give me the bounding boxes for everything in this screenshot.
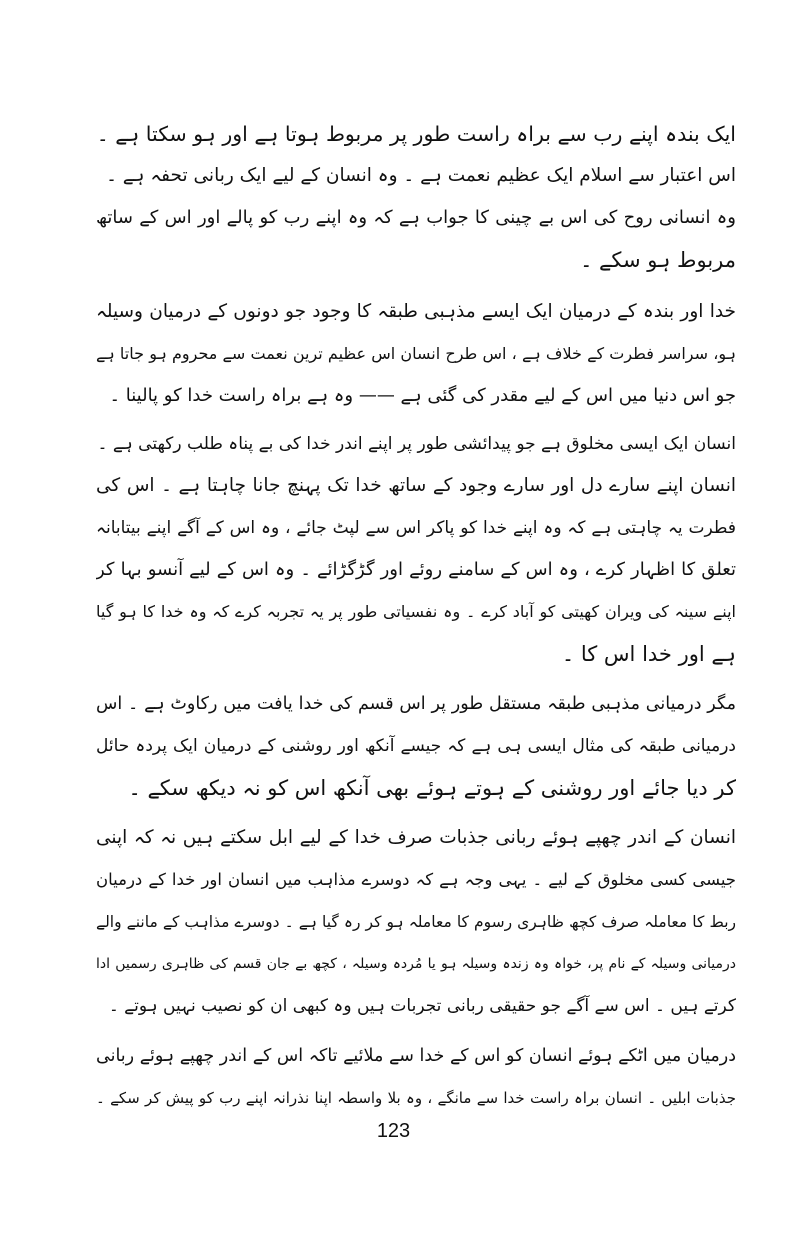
text-line: انسان ایک ایسی مخلوق ہے جو پیدائشی طور پر اپنے اندر خدا کی بے پناہ طلب رکھتی ہے ۔ (97, 434, 736, 454)
text-line: انسان کے اندر چھپے ہوئے ربانی جذبات صرف خدا کے لیے ابل سکتے ہیں نہ کہ اپنی (96, 827, 736, 848)
text-line: کرتے ہیں ۔ اس سے آگے جو حقیقی ربانی تجربات ہیں وہ کبھی ان کو نصیب نہیں ہوتے ۔ (108, 996, 736, 1016)
text-line: کر دیا جائے اور روشنی کے ہوتے ہوئے بھی آنکھ اس کو نہ دیکھ سکے ۔ (128, 776, 736, 800)
book-page (96, 118, 736, 1148)
text-line: انسان اپنے سارے دل اور سارے وجود کے ساتھ خدا تک پہنچ جانا چاہتا ہے ۔ اس کی (96, 475, 736, 496)
text-line: ایک بندہ اپنے رب سے براہ راست طور پر مربوط ہوتا ہے اور ہو سکتا ہے ۔ (96, 122, 736, 146)
text-line: درمیانی وسیلہ کے نام پر، خواہ وہ زندہ وسیلہ ہو یا مُردہ وسیلہ ، کچھ بے جان قسم کی ظاہری رسمیں ادا (96, 956, 736, 972)
text-line: ہے اور خدا اس کا ۔ (561, 642, 736, 666)
text-line: فطرت یہ چاہتی ہے کہ وہ اپنے خدا کو پاکر اس سے لپٹ جائے ، وہ اس کے آگے اپنے بیتابانہ (96, 518, 736, 538)
text-line: درمیان میں اٹکے ہوئے انسان کو اس کے خدا سے ملائیے تاکہ اس کے اندر چھپے ہوئے ربانی (96, 1046, 736, 1066)
text-line: درمیانی طبقہ کی مثال ایسی ہی ہے کہ جیسے آنکھ اور روشنی کے درمیان ایک پردہ حائل (96, 736, 736, 756)
text-line: مگر درمیانی مذہبی طبقہ مستقل طور پر اس قسم کی خدا یافت میں رکاوٹ ہے ۔ اس (96, 694, 736, 714)
text-line: اپنے سینہ کی ویران کھیتی کو آباد کرے ۔ وہ نفسیاتی طور پر یہ تجربہ کرے کہ وہ خدا کا ہو گیا (96, 602, 736, 621)
text-line: تعلق کا اظہار کرے ، وہ اس کے سامنے روئے اور گڑگڑائے ۔ وہ اس کے لیے آنسو بہا کر (96, 559, 736, 580)
text-line: ہو، سراسر فطرت کے خلاف ہے ، اس طرح انسان اس عظیم ترین نعمت سے محروم ہو جاتا ہے (96, 344, 736, 363)
text-line: ربط کا معاملہ صرف کچھ ظاہری رسوم کا معاملہ ہو کر رہ گیا ہے ۔ دوسرے مذاہب کے ماننے والے (96, 913, 736, 931)
text-line: جذبات ابلیں ۔ انسان براہ راست خدا سے مانگے ، وہ بلا واسطہ اپنا نذرانہ اپنے رب کو پیش کر سکے ۔ (96, 1089, 736, 1107)
text-line: مربوط ہو سکے ۔ (580, 248, 736, 272)
text-line: وہ انسانی روح کی اس بے چینی کا جواب ہے کہ وہ اپنے رب کو پالے اور اس کے ساتھ (96, 207, 736, 228)
text-line: اس اعتبار سے اسلام ایک عظیم نعمت ہے ۔ وہ انسان کے لیے ایک ربانی تحفہ ہے ۔ (106, 165, 736, 186)
text-line: جیسی کسی مخلوق کے لیے ۔ یہی وجہ ہے کہ دوسرے مذاہب میں انسان اور خدا کے درمیان (96, 870, 736, 889)
text-line: جو اس دنیا میں اس کے لیے مقدر کی گئی ہے —— وہ ہے براہ راست خدا کو پالینا ۔ (109, 385, 736, 406)
text-line: خدا اور بندہ کے درمیان ایک ایسے مذہبی طبقہ کا وجود جو دونوں کے درمیان وسیلہ (96, 301, 736, 322)
page-number: 123 (376, 1120, 411, 1142)
